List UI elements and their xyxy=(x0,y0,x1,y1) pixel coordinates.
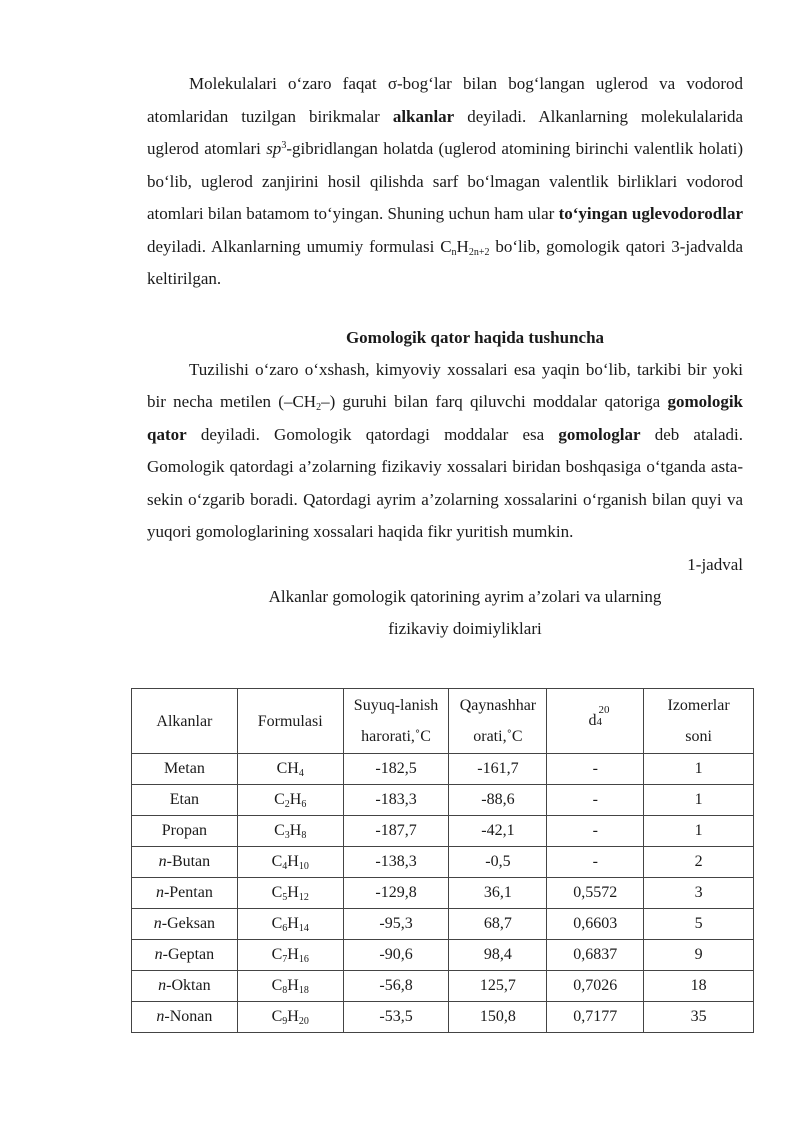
formula-c: C xyxy=(274,822,285,839)
subscript: 4 xyxy=(596,715,603,728)
header-text: Qaynashhar xyxy=(459,697,537,714)
density-symbol: d xyxy=(588,711,597,729)
isomer-prefix: n xyxy=(153,915,162,932)
cell-boiling-point: -0,5 xyxy=(449,847,547,878)
document-page xyxy=(147,68,743,645)
term-alkanlar: alkanlar xyxy=(392,106,455,126)
term-gomologik-qator: gomologik qator xyxy=(147,392,743,444)
cell-alkane xyxy=(132,816,238,847)
cell-alkane xyxy=(132,754,238,785)
subscript: 6 xyxy=(301,799,307,810)
table-row xyxy=(132,940,754,971)
alkane-name: Metan xyxy=(163,760,205,777)
subscript: 2 xyxy=(284,799,290,810)
cell-isomer-count: 5 xyxy=(644,909,754,940)
subscript: 10 xyxy=(298,861,309,872)
table-row xyxy=(132,847,754,878)
subscript: 20 xyxy=(298,1016,309,1027)
header-text: soni xyxy=(685,728,712,745)
cell-density: 0,5572 xyxy=(547,878,644,909)
cell-isomer-count: 2 xyxy=(644,847,754,878)
header-boiling-point xyxy=(449,689,547,754)
cell-boiling-point: -161,7 xyxy=(449,754,547,785)
cell-melting-point: -95,3 xyxy=(343,909,449,940)
cell-isomer-count: 1 xyxy=(644,816,754,847)
header-text: Suyuq-lanish xyxy=(353,697,439,714)
table-row xyxy=(132,878,754,909)
formula-h: H xyxy=(287,1008,299,1025)
cell-density: 0,7177 xyxy=(547,1002,644,1033)
formula-c: C xyxy=(271,853,283,870)
cell-boiling-point: 36,1 xyxy=(449,878,547,909)
cell-boiling-point: -88,6 xyxy=(449,785,547,816)
subscript: 3 xyxy=(284,830,290,841)
formula-h: H xyxy=(287,760,299,777)
superscript: 20 xyxy=(598,703,610,716)
cell-boiling-point: -42,1 xyxy=(449,816,547,847)
text-run: deyiladi. Alkanlarning umumiy formulasi C xyxy=(147,236,452,256)
header-text: orati,˚C xyxy=(473,728,523,745)
cell-formula xyxy=(237,785,343,816)
cell-melting-point: -187,7 xyxy=(343,816,449,847)
text-run: -gibridlangan holatda (uglerod atomining birinchi valentlik holati) bo‘lib, uglerod zanjirini hosil qilishda sarf bo‘lmagan valentlik birliklari vodorod atomlari bilan batamom to‘yingan. Shuning uchun ham ular xyxy=(147,139,744,223)
formula-c: C xyxy=(271,946,283,963)
alkane-name: Propan xyxy=(161,822,208,839)
table-body xyxy=(132,754,754,1033)
cell-isomer-count: 3 xyxy=(644,878,754,909)
subscript: 14 xyxy=(298,923,309,934)
cell-density: - xyxy=(547,816,644,847)
subscript: 16 xyxy=(298,954,309,965)
table-header-row xyxy=(132,689,754,754)
header-text: harorati,˚C xyxy=(361,728,431,745)
cell-formula xyxy=(237,971,343,1002)
text-run: –) guruhi bilan farq qiluvchi moddalar qatoriga xyxy=(321,392,668,411)
term-saturated-hydrocarbons: to‘yingan uglevodorodlar xyxy=(558,204,743,223)
formula-h: H xyxy=(287,946,299,963)
table-row xyxy=(132,816,754,847)
cell-density: - xyxy=(547,785,644,816)
subscript: 9 xyxy=(282,1016,288,1027)
cell-boiling-point: 68,7 xyxy=(449,909,547,940)
cell-alkane xyxy=(132,971,238,1002)
cell-formula xyxy=(237,754,343,785)
isomer-prefix: n xyxy=(158,977,167,994)
subscript: 2n+2 xyxy=(468,246,490,258)
alkane-name: -Geksan xyxy=(161,915,216,932)
formula-c: C xyxy=(271,915,283,932)
cell-melting-point: -138,3 xyxy=(343,847,449,878)
header-formula: Formulasi xyxy=(237,689,343,754)
formula-h: H xyxy=(289,822,302,839)
table-row xyxy=(132,971,754,1002)
cell-boiling-point: 98,4 xyxy=(449,940,547,971)
isomer-prefix: n xyxy=(154,946,163,963)
alkane-name: Etan xyxy=(169,791,200,808)
cell-formula xyxy=(237,940,343,971)
text-run: deyiladi. Gomologik qatordagi moddalar esa xyxy=(186,424,559,444)
alkane-name: -Oktan xyxy=(166,977,211,994)
subscript: 7 xyxy=(282,954,288,965)
cell-density: - xyxy=(547,847,644,878)
text-run: deb ataladi. Gomologik qatordagi a’zolarning fizikaviy xossalari biridan boshqasiga o‘tganda asta-sekin o‘zgarib boradi. Qatordagi ayrim a’zolarning xossalarini o‘rganish bilan quyi va yuqori gomologlarining xossalari haqida fikr yuritish mumkin. xyxy=(147,424,743,541)
header-text: Izomerlar xyxy=(667,697,730,714)
cell-boiling-point: 150,8 xyxy=(449,1002,547,1033)
text-run: bo‘lib, gomologik qatori 3-jadvalda keltirilgan. xyxy=(147,236,743,288)
paragraph-alkanes xyxy=(147,68,743,296)
text-run: H xyxy=(456,236,469,256)
alkane-name: -Nonan xyxy=(164,1008,213,1025)
subscript: 8 xyxy=(301,830,307,841)
alkane-name: -Butan xyxy=(166,853,211,870)
cell-boiling-point: 125,7 xyxy=(449,971,547,1002)
cell-melting-point: -56,8 xyxy=(343,971,449,1002)
header-melting-point xyxy=(343,689,449,754)
cell-isomer-count: 18 xyxy=(644,971,754,1002)
formula-c: C xyxy=(276,760,288,777)
formula-h: H xyxy=(289,791,302,808)
subscript: 6 xyxy=(282,923,288,934)
subscript: 4 xyxy=(298,768,304,779)
alkane-name: -Pentan xyxy=(163,884,213,901)
cell-alkane xyxy=(132,1002,238,1033)
cell-formula xyxy=(237,909,343,940)
cell-melting-point: -183,3 xyxy=(343,785,449,816)
isomer-prefix: n xyxy=(156,1008,165,1025)
header-density xyxy=(547,689,644,754)
cell-density: 0,7026 xyxy=(547,971,644,1002)
cell-alkane xyxy=(132,785,238,816)
cell-formula xyxy=(237,1002,343,1033)
subscript: 2 xyxy=(316,402,322,413)
subscript: 18 xyxy=(298,985,309,996)
isomer-prefix: n xyxy=(158,853,167,870)
cell-melting-point: -129,8 xyxy=(343,878,449,909)
table-row xyxy=(132,909,754,940)
cell-alkane xyxy=(132,909,238,940)
formula-c: C xyxy=(274,791,285,808)
table-row xyxy=(132,1002,754,1033)
table-label: 1-jadval xyxy=(687,554,743,574)
table-row xyxy=(132,754,754,785)
cell-density: 0,6837 xyxy=(547,940,644,971)
cell-isomer-count: 1 xyxy=(644,754,754,785)
superscript: 3 xyxy=(281,140,287,151)
cell-isomer-count: 1 xyxy=(644,785,754,816)
cell-density: 0,6603 xyxy=(547,909,644,940)
text-run: Molekulalari o‘zaro faqat σ-bog‘lar bilan bog‘langan uglerod va vodorod atomlaridan tuzilgan birikmalar xyxy=(147,74,743,126)
cell-formula xyxy=(237,816,343,847)
header-isomer-count xyxy=(644,689,754,754)
text-run: deyiladi. Alkanlarning molekulalarida uglerod atomlari xyxy=(147,106,743,158)
cell-formula xyxy=(237,847,343,878)
term-gomologlar: gomologlar xyxy=(558,424,641,444)
subscript: 8 xyxy=(282,985,288,996)
formula-c: C xyxy=(271,1008,283,1025)
cell-melting-point: -53,5 xyxy=(343,1002,449,1033)
table-row xyxy=(132,785,754,816)
alkane-name: -Geptan xyxy=(162,946,215,963)
formula-h: H xyxy=(287,853,299,870)
cell-melting-point: -90,6 xyxy=(343,940,449,971)
header-alkanes: Alkanlar xyxy=(132,689,238,754)
cell-alkane xyxy=(132,847,238,878)
cell-isomer-count: 9 xyxy=(644,940,754,971)
formula-c: C xyxy=(271,884,283,901)
subscript: 5 xyxy=(282,892,288,903)
formula-h: H xyxy=(287,884,299,901)
cell-alkane xyxy=(132,878,238,909)
cell-melting-point: -182,5 xyxy=(343,754,449,785)
formula-c: C xyxy=(271,977,283,994)
paragraph-homologous xyxy=(147,354,743,549)
alkanes-table xyxy=(131,688,754,1033)
subscript: 4 xyxy=(282,861,288,872)
cell-formula xyxy=(237,878,343,909)
table-caption-line-1: Alkanlar gomologik qatorining ayrim a’zolari va ularning xyxy=(268,586,662,606)
cell-density: - xyxy=(547,754,644,785)
subscript: n xyxy=(451,246,457,258)
cell-alkane xyxy=(132,940,238,971)
formula-h: H xyxy=(287,915,299,932)
cell-isomer-count: 35 xyxy=(644,1002,754,1033)
formula-h: H xyxy=(287,977,299,994)
term-sp: sp xyxy=(266,139,282,158)
isomer-prefix: n xyxy=(155,884,164,901)
section-heading: Gomologik qator haqida tushuncha xyxy=(345,327,605,347)
table-caption-line-2: fizikaviy doimiyliklari xyxy=(388,618,542,638)
text-run: Tuzilishi o‘zaro o‘xshash, kimyoviy xossalari esa yaqin bo‘lib, tarkibi bir yoki bir necha metilen (–CH xyxy=(147,359,743,411)
subscript: 12 xyxy=(298,892,309,903)
